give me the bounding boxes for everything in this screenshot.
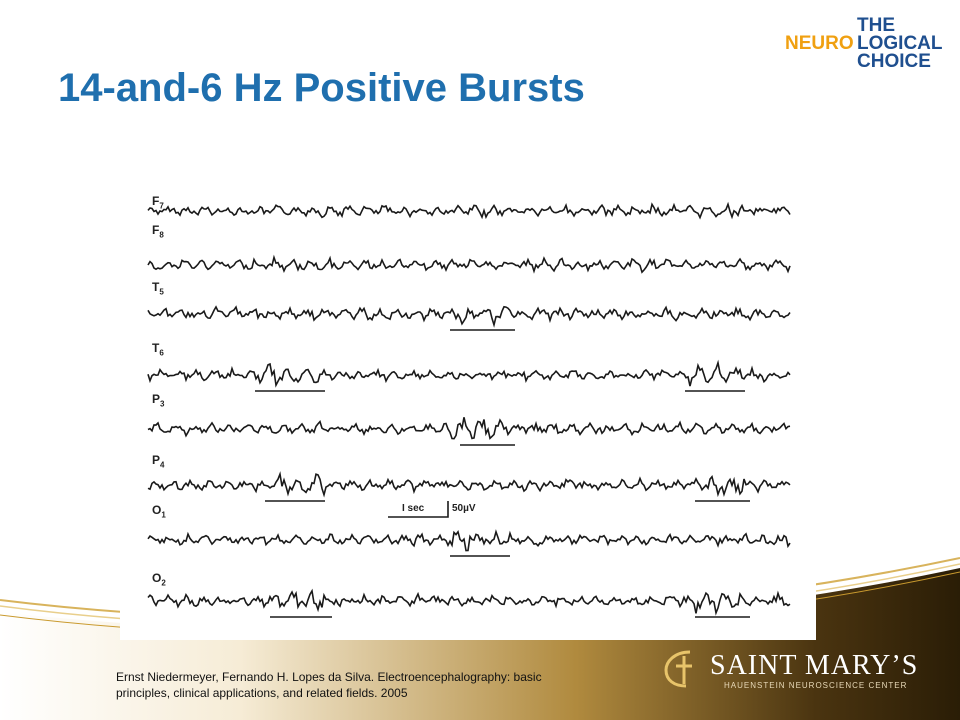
channel-label-f7: $F_7$ bbox=[152, 194, 164, 211]
saint-marys-name: SAINT MARY’S bbox=[710, 650, 919, 681]
eeg-trace bbox=[148, 204, 790, 217]
eeg-trace bbox=[148, 532, 790, 551]
eeg-figure bbox=[120, 183, 816, 640]
eeg-trace bbox=[148, 363, 790, 386]
eeg-trace bbox=[148, 307, 790, 325]
channel-label-o1: $O_1$ bbox=[152, 503, 166, 520]
slide-title: 14-and-6 Hz Positive Bursts bbox=[58, 66, 585, 110]
eeg-trace bbox=[148, 474, 790, 495]
eeg-traces bbox=[120, 183, 816, 640]
saint-marys-emblem-icon bbox=[660, 648, 702, 690]
channel-label-f8: $F_8$ bbox=[152, 223, 164, 240]
logo-line-the: THE bbox=[857, 15, 895, 36]
logo-line-choice: CHOICE bbox=[857, 51, 931, 72]
scale-time-label: I sec bbox=[402, 503, 425, 514]
channel-label-t6: $T_6$ bbox=[152, 341, 164, 358]
channel-label-t5: $T_5$ bbox=[152, 280, 164, 297]
scale-amplitude-label: 50µV bbox=[452, 503, 476, 514]
source-citation: Ernst Niedermeyer, Fernando H. Lopes da Silva. Electroencephalography: basic principles, clinical applications, and related fields. 2005 bbox=[116, 670, 542, 700]
logo-line-logical: LOGICAL bbox=[857, 33, 943, 54]
eeg-trace bbox=[148, 257, 790, 272]
channel-label-o2: $O_2$ bbox=[152, 571, 166, 588]
eeg-trace bbox=[148, 417, 790, 438]
eeg-trace bbox=[148, 591, 790, 614]
channel-label-p4: $P_4$ bbox=[152, 453, 165, 470]
logo-line-neuro: NEURO bbox=[785, 33, 854, 54]
neurological-choice-logo bbox=[785, 14, 945, 70]
saint-marys-subtitle: HAUENSTEIN NEUROSCIENCE CENTER bbox=[724, 681, 908, 690]
saint-marys-logo bbox=[660, 648, 920, 693]
channel-label-p3: $P_3$ bbox=[152, 392, 165, 409]
